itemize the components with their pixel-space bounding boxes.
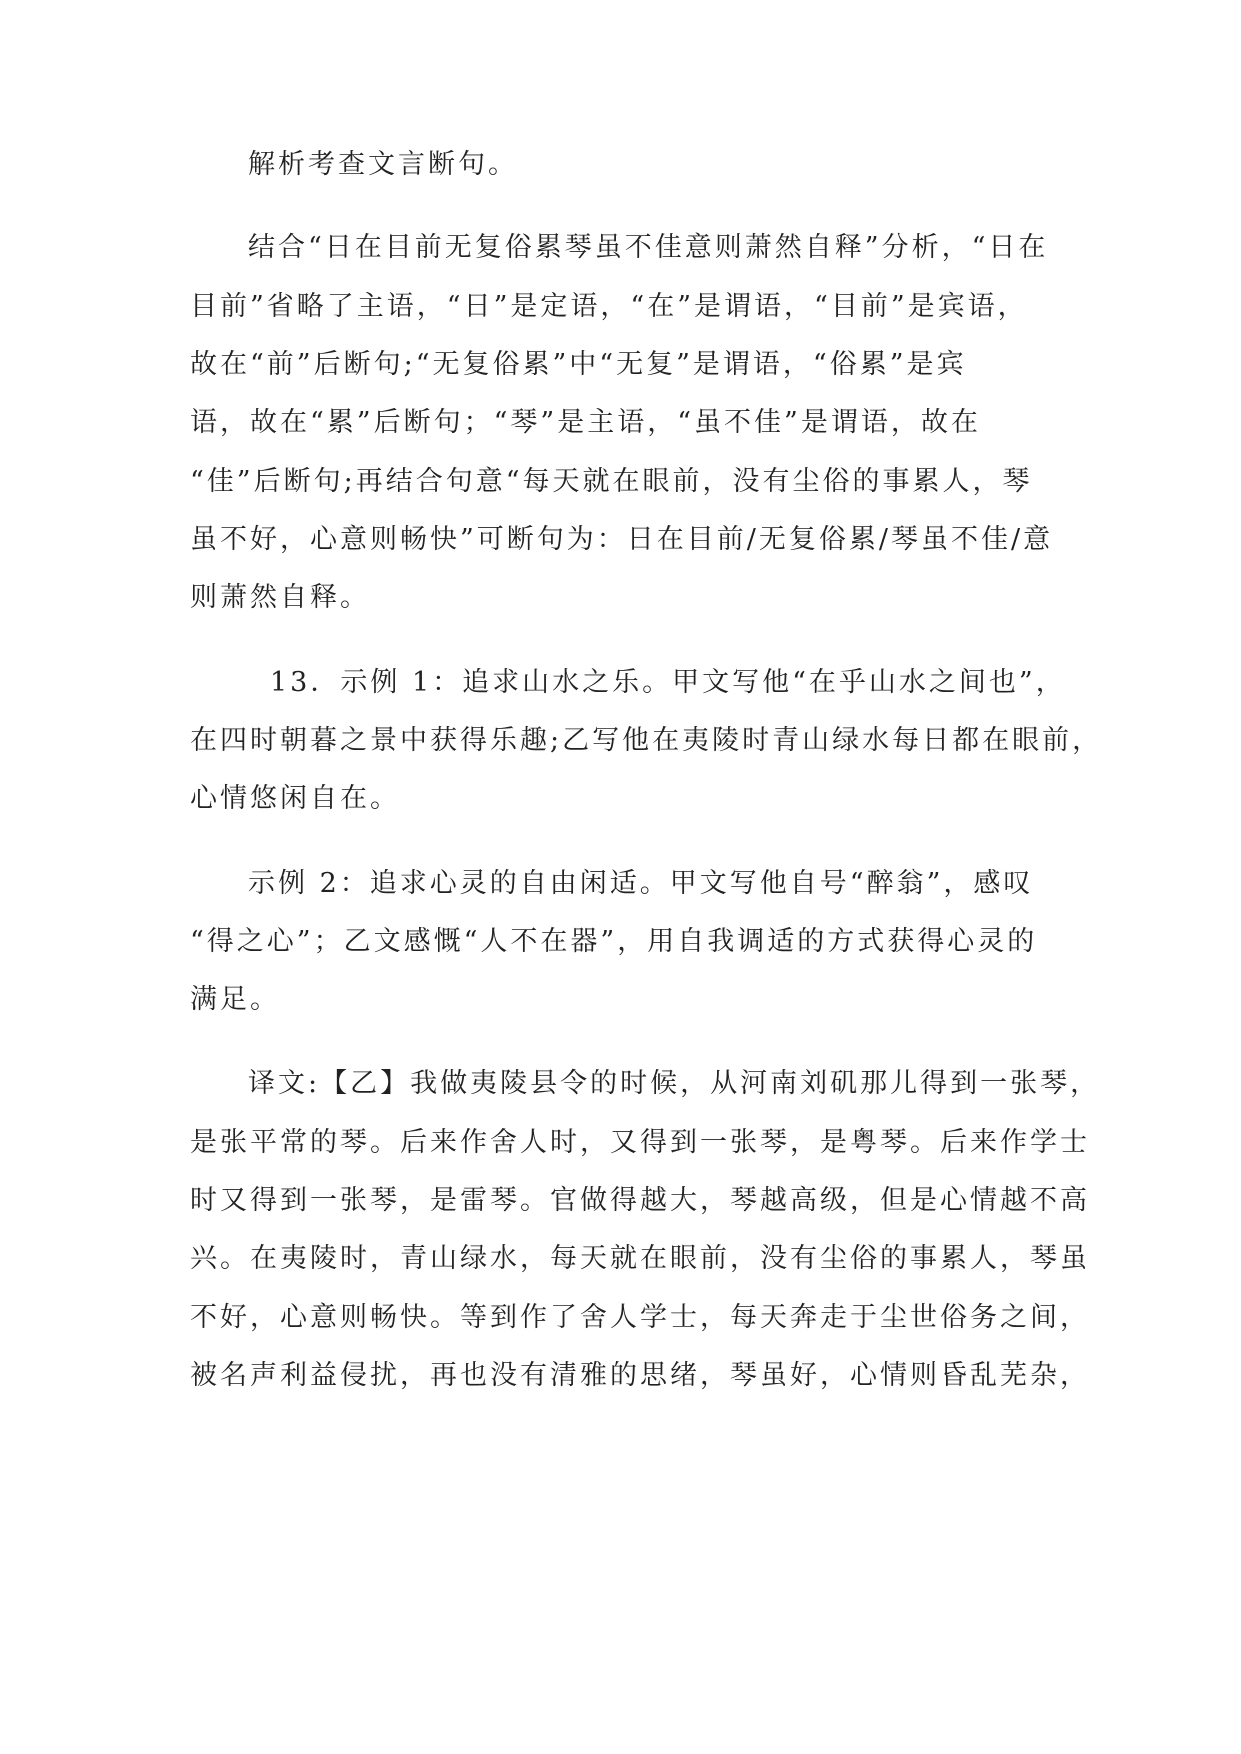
example-2-line-1: 示例 2：追求心灵的自由闲适。甲文写他自号“醉翁”，感叹 [248, 868, 1034, 899]
example-2-line-2: “得之心”；乙文感慨“人不在器”，用自我调适的方式获得心灵的 [190, 926, 1038, 957]
example-1-line-2: 在四时朝暮之景中获得乐趣;乙写他在夷陵时青山绿水每日都在眼前， [190, 725, 1103, 756]
translation-line-5: 不好，心意则畅快。等到作了舍人学士，每天奔走于尘世俗务之间， [190, 1302, 1090, 1333]
analysis-body-line-3: 故在“前”后断句;“无复俗累”中“无复”是谓语，“俗累”是宾 [190, 349, 967, 380]
translation-line-6: 被名声利益侵扰，再也没有清雅的思绪，琴虽好，心情则昏乱芜杂， [190, 1360, 1090, 1391]
translation-line-2: 是张平常的琴。后来作舍人时，又得到一张琴，是粤琴。后来作学士 [190, 1127, 1090, 1158]
analysis-body-line-4: 语，故在“累”后断句；“琴”是主语，“虽不佳”是谓语，故在 [190, 407, 981, 438]
translation-line-4: 兴。在夷陵时，青山绿水，每天就在眼前，没有尘俗的事累人，琴虽 [190, 1243, 1090, 1274]
translation-line-1: 译文:【乙】我做夷陵县令的时候，从河南刘矶那儿得到一张琴， [248, 1068, 1101, 1099]
analysis-body-line-6: 虽不好，心意则畅快”可断句为：日在目前/无复俗累/琴虽不佳/意 [190, 524, 1054, 555]
example-1-line-1: 13．示例 1：追求山水之乐。甲文写他“在乎山水之间也”， [270, 667, 1066, 698]
analysis-body-line-7: 则萧然自释。 [190, 582, 370, 613]
example-2-line-3: 满足。 [190, 984, 280, 1015]
example-1-line-3: 心情悠闲自在。 [190, 783, 400, 814]
analysis-heading-line-1: 解析考查文言断句。 [248, 149, 518, 180]
analysis-body-line-5: “佳”后断句;再结合句意“每天就在眼前，没有尘俗的事累人，琴 [190, 466, 1033, 497]
analysis-body-line-1: 结合“日在目前无复俗累琴虽不佳意则萧然自释”分析，“日在 [248, 232, 1049, 263]
analysis-body-line-2: 目前”省略了主语，“日”是定语，“在”是谓语，“目前”是宾语， [190, 291, 1028, 322]
translation-line-3: 时又得到一张琴，是雷琴。官做得越大，琴越高级，但是心情越不高 [190, 1185, 1090, 1216]
